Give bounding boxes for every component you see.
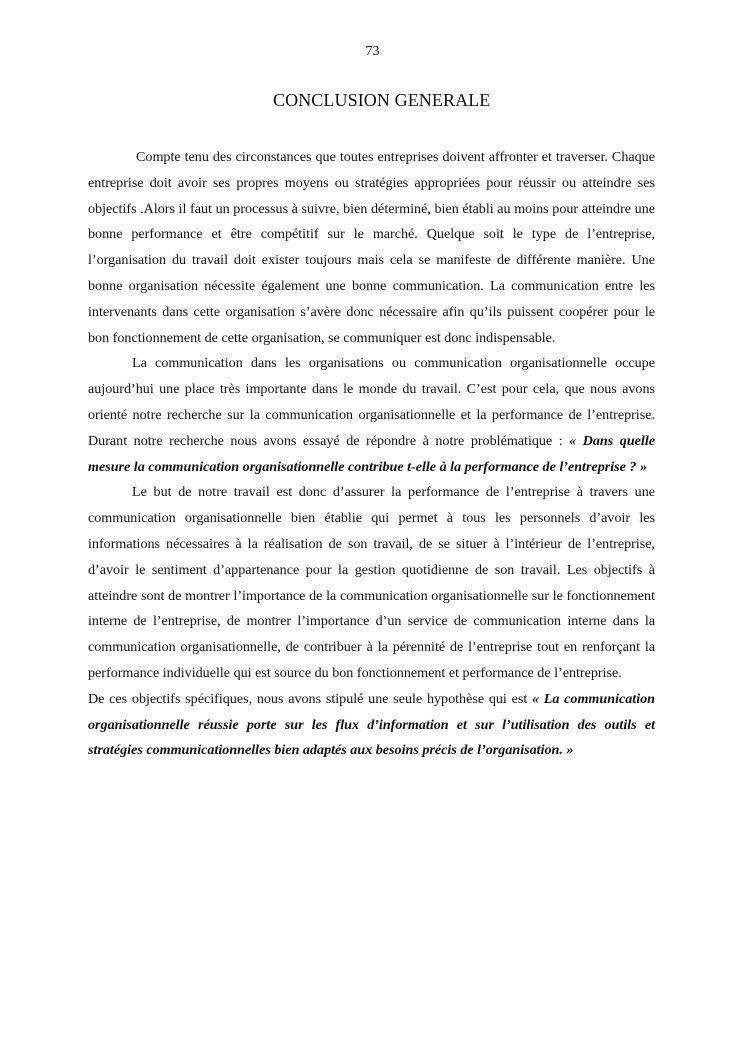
body-text — [88, 145, 655, 764]
paragraph-hypothesis — [88, 687, 655, 764]
research-question: « Dans quelle mesure la communication organisationnelle contribue t-elle à la performance de l’entreprise ? » — [88, 432, 655, 475]
paragraph-communication — [88, 351, 655, 480]
paragraph-hypothesis-text: De ces objectifs spécifiques, nous avons stipulé une seule hypothèse qui est — [88, 690, 532, 707]
hypothesis-statement: « La communication organisationnelle réussie porte sur les flux d’information et sur l’utilisation des outils et stratégies communicationnelles bien adaptés aux besoins précis de l’organisation. » — [88, 690, 656, 759]
page-number: 73 — [365, 44, 380, 59]
page-title: CONCLUSION GENERALE — [273, 90, 491, 110]
paragraph-objectives: Le but de notre travail est donc d’assurer la performance de l’entreprise à travers une communication organisationnelle bien établie qui permet à tous les personnels d’avoir les informations nécessaires à la réalisation de son travail, de se situer à l’intérieur de l’entreprise, d’avoir le sentiment d’appartenance pour la gestion quotidienne de son travail. Les objectifs à atteindre sont de montrer l’importance de la communication organisationnelle sur le fonctionnement interne de l’entreprise, de montrer l’importance d’un service de communication interne dans la communication organisationnelle, de contribuer à la pérennité de l’entreprise tout en renforçant la performance individuelle qui est source du bon fonctionnement et performance de l’entreprise. — [88, 484, 655, 681]
paragraph-communication-text: La communication dans les organisations ou communication organisationnelle occupe aujourd’hui une place très importante dans le monde du travail. C’est pour cela, que nous avons orienté notre recherche sur la communication organisationnelle et la performance de l’entreprise. Durant notre recherche nous avons essayé de répondre à notre problématique : — [88, 355, 655, 449]
paragraph-intro: Compte tenu des circonstances que toutes entreprises doivent affronter et traverser. Chaque entreprise doit avoir ses propres moyens ou stratégies appropriées pour réussir ou atteindre ses objectifs .Alors il faut un processus à suivre, bien déterminé, bien établi au moins pour atteindre une bonne performance et être compétitif sur le marché. Quelque soit le type de l’entreprise, l’organisation du travail doit exister toujours mais cela se manifeste de différente manière. Une bonne organisation nécessite également une bonne communication. La communication entre les intervenants dans cette organisation s’avère donc nécessaire afin qu’ils puissent coopérer pour le bon fonctionnement de cette organisation, se communiquer est donc indispensable. — [88, 149, 655, 346]
